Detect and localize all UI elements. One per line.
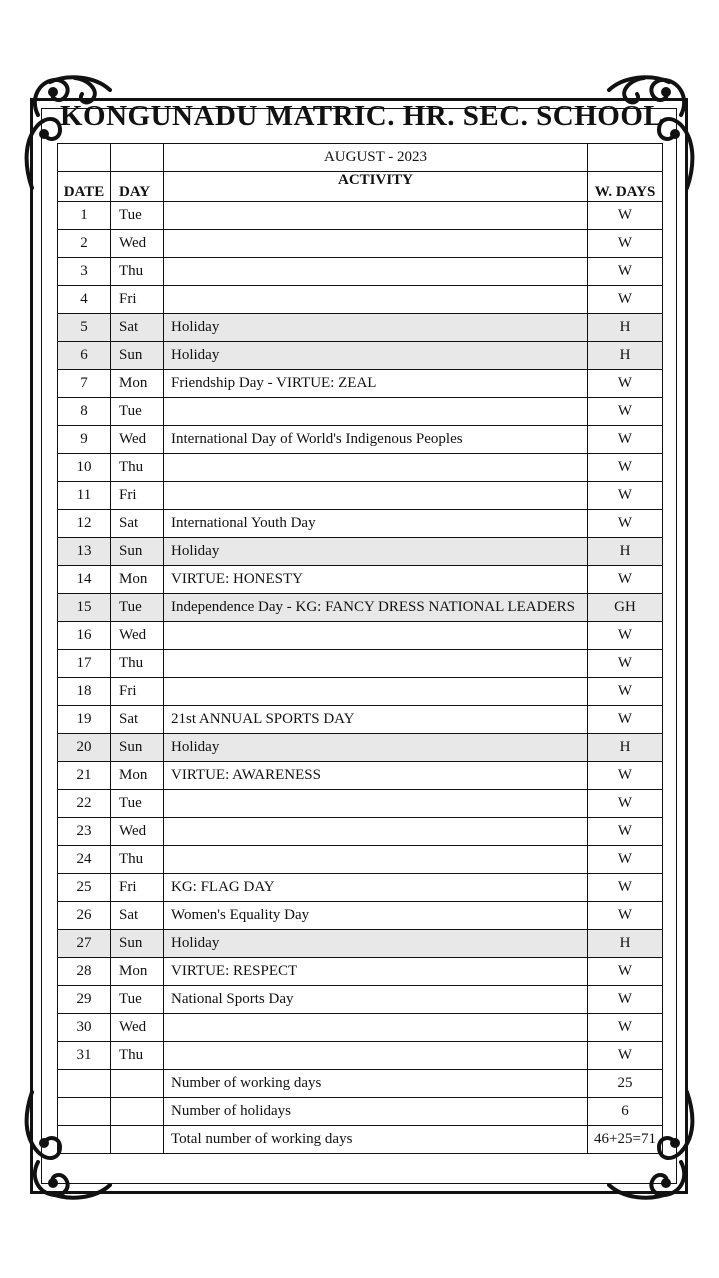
date-cell: 30 [58, 1014, 111, 1042]
table-row [58, 454, 663, 482]
school-title: KONGUNADU MATRIC. HR. SEC. SCHOOL [60, 100, 664, 132]
date-cell: 11 [58, 482, 111, 510]
summary-row [58, 1126, 663, 1154]
status-cell: W [588, 230, 663, 258]
day-cell: Mon [111, 762, 164, 790]
table-row [58, 342, 663, 370]
activity-cell [164, 818, 588, 846]
column-header-wdays: W. DAYS [588, 172, 663, 202]
status-cell: W [588, 566, 663, 594]
date-cell: 12 [58, 510, 111, 538]
activity-cell: Holiday [164, 930, 588, 958]
activity-cell [164, 286, 588, 314]
status-cell: H [588, 734, 663, 762]
activity-cell [164, 650, 588, 678]
status-cell: W [588, 370, 663, 398]
day-cell: Mon [111, 566, 164, 594]
table-row [58, 258, 663, 286]
empty-cell [58, 1070, 111, 1098]
date-cell: 27 [58, 930, 111, 958]
table-row [58, 230, 663, 258]
activity-cell: Independence Day - KG: FANCY DRESS NATIONAL LEADERS [164, 594, 588, 622]
month-label: AUGUST - 2023 [164, 144, 588, 172]
status-cell: H [588, 314, 663, 342]
activity-cell [164, 678, 588, 706]
day-cell: Sat [111, 902, 164, 930]
table-row [58, 398, 663, 426]
activity-cell [164, 454, 588, 482]
empty-cell [111, 1070, 164, 1098]
date-cell: 4 [58, 286, 111, 314]
day-cell: Sun [111, 538, 164, 566]
table-row [58, 762, 663, 790]
status-cell: W [588, 398, 663, 426]
date-cell: 31 [58, 1042, 111, 1070]
table-row [58, 1014, 663, 1042]
date-cell: 13 [58, 538, 111, 566]
day-cell: Tue [111, 202, 164, 230]
table-row [58, 650, 663, 678]
date-cell: 28 [58, 958, 111, 986]
column-header-day: DAY [111, 172, 164, 202]
day-cell: Thu [111, 846, 164, 874]
header-row-month [58, 144, 663, 172]
date-cell: 23 [58, 818, 111, 846]
date-cell: 29 [58, 986, 111, 1014]
activity-cell: International Day of World's Indigenous Peoples [164, 426, 588, 454]
day-cell: Fri [111, 874, 164, 902]
status-cell: W [588, 650, 663, 678]
status-cell: W [588, 706, 663, 734]
day-cell: Thu [111, 650, 164, 678]
activity-cell: National Sports Day [164, 986, 588, 1014]
status-cell: W [588, 454, 663, 482]
activity-cell [164, 846, 588, 874]
status-cell: H [588, 342, 663, 370]
activity-cell [164, 482, 588, 510]
date-cell: 6 [58, 342, 111, 370]
status-cell: W [588, 1014, 663, 1042]
day-cell: Sat [111, 314, 164, 342]
day-cell: Wed [111, 818, 164, 846]
day-cell: Mon [111, 958, 164, 986]
date-cell: 16 [58, 622, 111, 650]
activity-cell: VIRTUE: AWARENESS [164, 762, 588, 790]
date-cell: 7 [58, 370, 111, 398]
table-row [58, 538, 663, 566]
status-cell: W [588, 622, 663, 650]
activity-cell: VIRTUE: HONESTY [164, 566, 588, 594]
day-cell: Sun [111, 734, 164, 762]
status-cell: W [588, 958, 663, 986]
status-cell: W [588, 510, 663, 538]
status-cell: W [588, 426, 663, 454]
status-cell: H [588, 930, 663, 958]
date-cell: 25 [58, 874, 111, 902]
activity-cell: Holiday [164, 734, 588, 762]
date-cell: 5 [58, 314, 111, 342]
empty-cell [58, 1098, 111, 1126]
day-cell: Sun [111, 342, 164, 370]
table-row [58, 818, 663, 846]
day-cell: Fri [111, 482, 164, 510]
table-row [58, 986, 663, 1014]
activity-cell: Holiday [164, 314, 588, 342]
status-cell: W [588, 874, 663, 902]
status-cell: W [588, 818, 663, 846]
day-cell: Sat [111, 510, 164, 538]
table-row [58, 286, 663, 314]
summary-label: Number of holidays [164, 1098, 588, 1126]
status-cell: W [588, 902, 663, 930]
table-row [58, 678, 663, 706]
status-cell: GH [588, 594, 663, 622]
status-cell: W [588, 258, 663, 286]
table-row [58, 566, 663, 594]
table-row [58, 510, 663, 538]
activity-cell: VIRTUE: RESPECT [164, 958, 588, 986]
activity-cell: KG: FLAG DAY [164, 874, 588, 902]
day-cell: Fri [111, 286, 164, 314]
table-row [58, 706, 663, 734]
column-header-activity: ACTIVITY [164, 172, 588, 202]
day-cell: Thu [111, 454, 164, 482]
activity-cell [164, 258, 588, 286]
empty-cell [58, 1126, 111, 1154]
summary-label: Number of working days [164, 1070, 588, 1098]
day-cell: Tue [111, 398, 164, 426]
date-cell: 20 [58, 734, 111, 762]
activity-cell: Friendship Day - VIRTUE: ZEAL [164, 370, 588, 398]
date-cell: 3 [58, 258, 111, 286]
day-cell: Fri [111, 678, 164, 706]
day-cell: Wed [111, 426, 164, 454]
table-row [58, 790, 663, 818]
table-row [58, 426, 663, 454]
day-cell: Tue [111, 790, 164, 818]
status-cell: H [588, 538, 663, 566]
column-header-date: DATE [58, 172, 111, 202]
day-cell: Tue [111, 986, 164, 1014]
table-row [58, 1042, 663, 1070]
date-cell: 26 [58, 902, 111, 930]
status-cell: W [588, 762, 663, 790]
table-row [58, 902, 663, 930]
status-cell: W [588, 846, 663, 874]
date-cell: 17 [58, 650, 111, 678]
summary-value: 6 [588, 1098, 663, 1126]
table-row [58, 846, 663, 874]
date-cell: 1 [58, 202, 111, 230]
date-cell: 9 [58, 426, 111, 454]
date-cell: 24 [58, 846, 111, 874]
activity-cell: Holiday [164, 538, 588, 566]
status-cell: W [588, 482, 663, 510]
day-cell: Wed [111, 622, 164, 650]
activity-cell [164, 230, 588, 258]
table-row [58, 370, 663, 398]
activity-cell [164, 622, 588, 650]
table-row [58, 734, 663, 762]
activity-cell: International Youth Day [164, 510, 588, 538]
day-cell: Thu [111, 258, 164, 286]
calendar-table [57, 143, 663, 1154]
summary-row [58, 1098, 663, 1126]
day-cell: Mon [111, 370, 164, 398]
table-row [58, 594, 663, 622]
day-cell: Thu [111, 1042, 164, 1070]
day-cell: Sat [111, 706, 164, 734]
date-cell: 8 [58, 398, 111, 426]
activity-cell [164, 1014, 588, 1042]
day-cell: Tue [111, 594, 164, 622]
date-cell: 18 [58, 678, 111, 706]
activity-cell [164, 1042, 588, 1070]
activity-cell: Women's Equality Day [164, 902, 588, 930]
date-cell: 21 [58, 762, 111, 790]
status-cell: W [588, 790, 663, 818]
table-row [58, 314, 663, 342]
status-cell: W [588, 202, 663, 230]
summary-value: 25 [588, 1070, 663, 1098]
activity-cell [164, 398, 588, 426]
activity-cell: 21st ANNUAL SPORTS DAY [164, 706, 588, 734]
empty-cell [111, 1098, 164, 1126]
status-cell: W [588, 986, 663, 1014]
day-cell: Wed [111, 1014, 164, 1042]
date-cell: 22 [58, 790, 111, 818]
date-cell: 2 [58, 230, 111, 258]
date-cell: 19 [58, 706, 111, 734]
date-cell: 15 [58, 594, 111, 622]
summary-row [58, 1070, 663, 1098]
table-row [58, 930, 663, 958]
table-row [58, 622, 663, 650]
activity-cell [164, 202, 588, 230]
table-row [58, 482, 663, 510]
activity-cell: Holiday [164, 342, 588, 370]
summary-value: 46+25=71 [588, 1126, 663, 1154]
day-cell: Wed [111, 230, 164, 258]
date-cell: 14 [58, 566, 111, 594]
table-row [58, 874, 663, 902]
empty-cell [111, 1126, 164, 1154]
status-cell: W [588, 1042, 663, 1070]
summary-label: Total number of working days [164, 1126, 588, 1154]
header-row-columns [58, 172, 663, 202]
status-cell: W [588, 286, 663, 314]
activity-cell [164, 790, 588, 818]
table-row [58, 958, 663, 986]
day-cell: Sun [111, 930, 164, 958]
date-cell: 10 [58, 454, 111, 482]
table-row [58, 202, 663, 230]
status-cell: W [588, 678, 663, 706]
